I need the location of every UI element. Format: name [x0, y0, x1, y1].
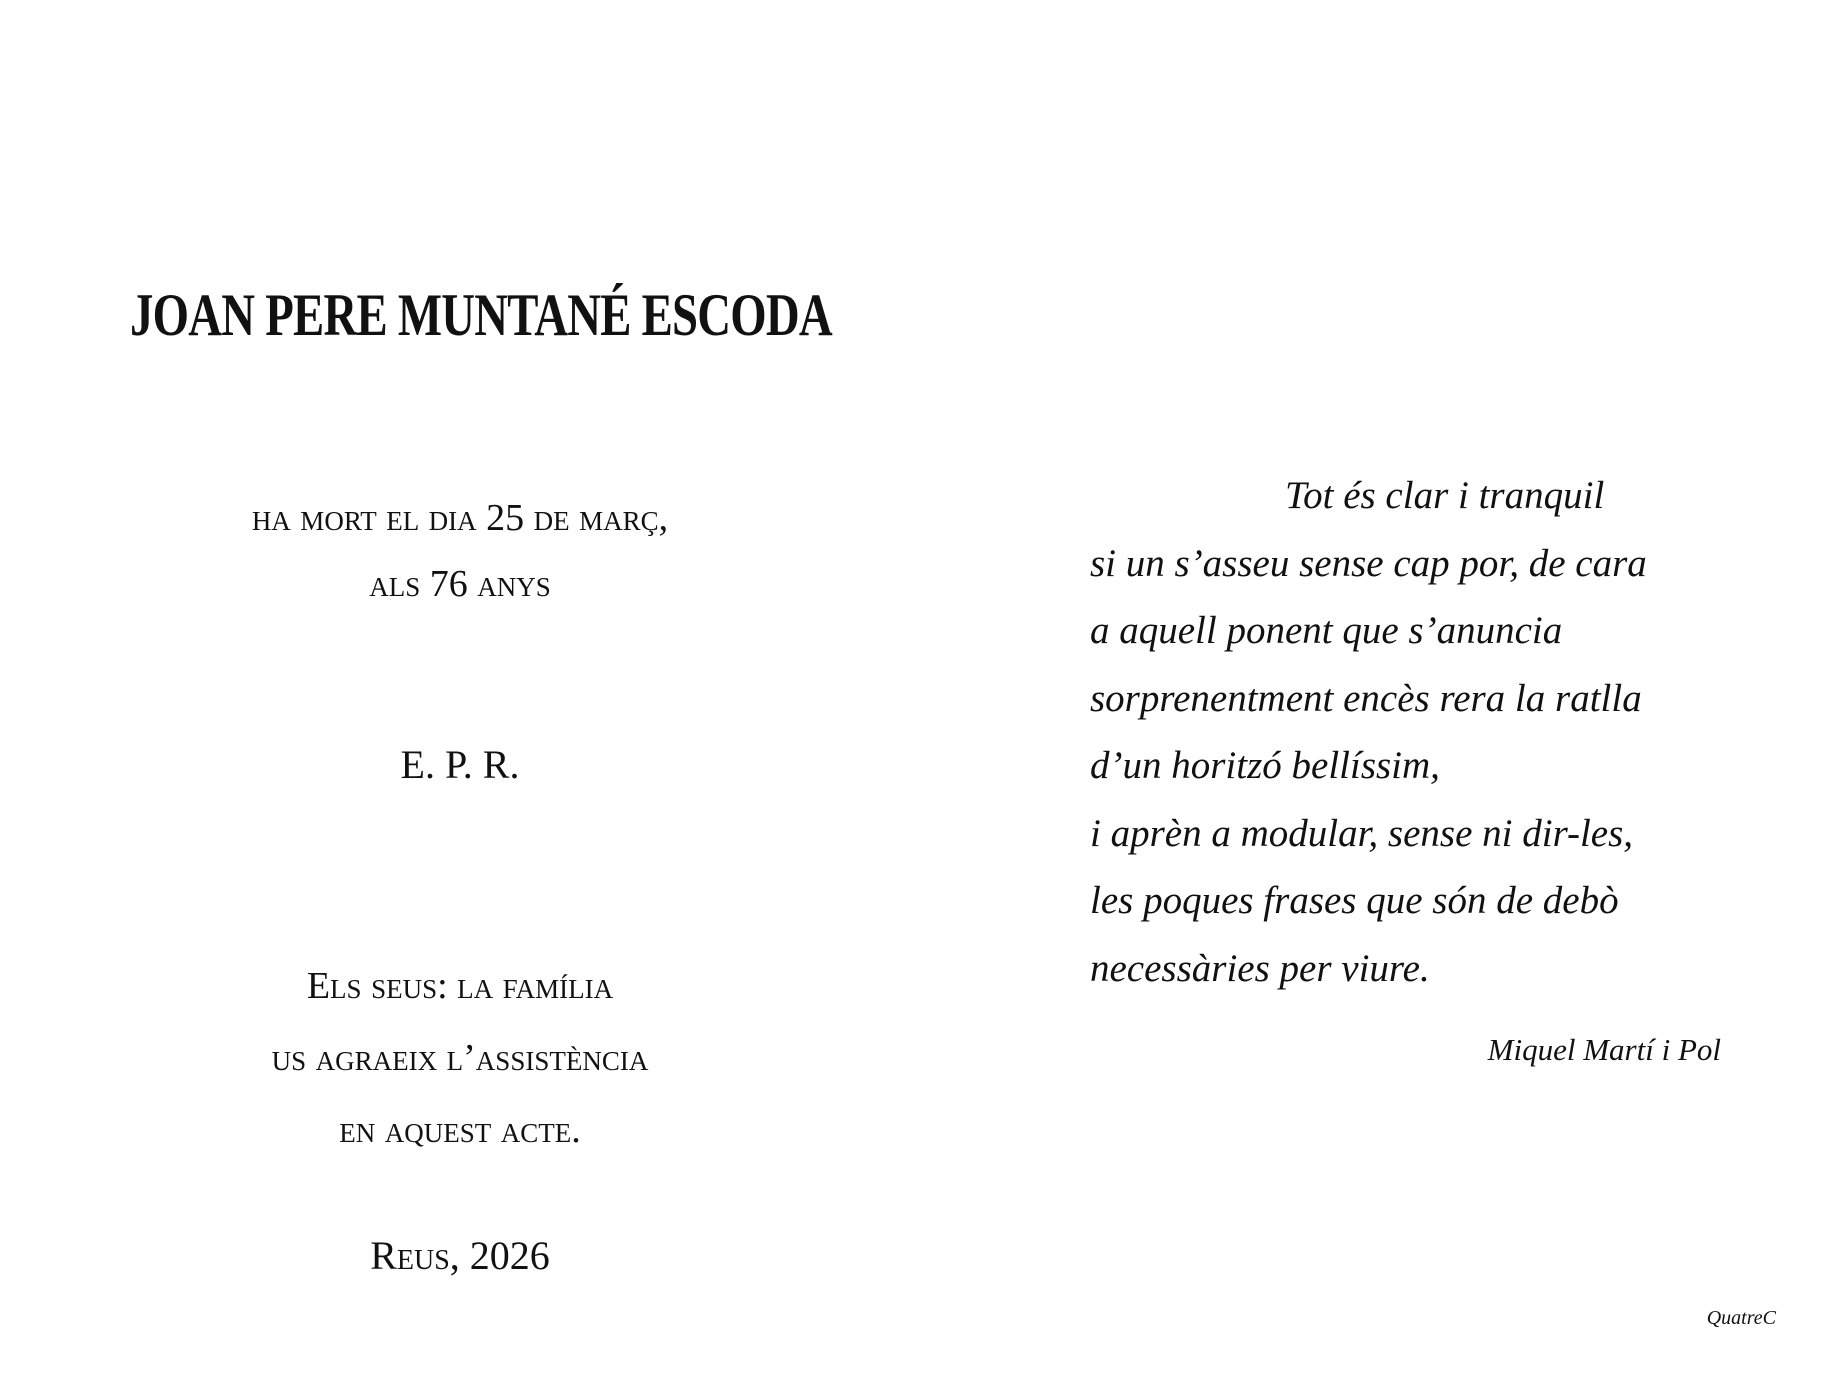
thanks-line: Els seus: la família	[306, 965, 614, 1007]
poem-line: i aprèn a modular, sense ni dir-les,	[1090, 811, 1634, 855]
poem-author: Miquel Martí i Pol	[1487, 1032, 1721, 1067]
poem-line: Tot és clar i tranquil	[1285, 474, 1605, 517]
poem-line: si un s’asseu sense cap por, de cara	[1090, 541, 1647, 585]
printer-credit: QuatreC	[1706, 1307, 1776, 1329]
thanks-line: en aquest acte.	[339, 1109, 581, 1151]
poem	[1090, 462, 1647, 1002]
age-line: als 76 anys	[369, 563, 551, 605]
poem-line: sorprenentment encès rera la ratlla	[1090, 676, 1642, 720]
thanks-line: us agraeix l’assistència	[271, 1037, 649, 1079]
poem-line: necessàries per viure.	[1090, 946, 1430, 990]
family-thanks	[150, 950, 770, 1166]
death-line: ha mort el dia 25 de març,	[251, 497, 669, 539]
death-notice	[150, 485, 770, 617]
place-year: Reus, 2026	[370, 1233, 550, 1278]
poem-line: les poques frases que són de debò	[1090, 879, 1619, 922]
poem-line: a aquell ponent que s’anuncia	[1090, 609, 1563, 652]
poem-line: d’un horitzó bellíssim,	[1090, 744, 1440, 787]
rest-in-peace: E. P. R.	[400, 742, 520, 787]
deceased-name: JOAN PERE MUNTANÉ ESCODA	[130, 282, 832, 348]
